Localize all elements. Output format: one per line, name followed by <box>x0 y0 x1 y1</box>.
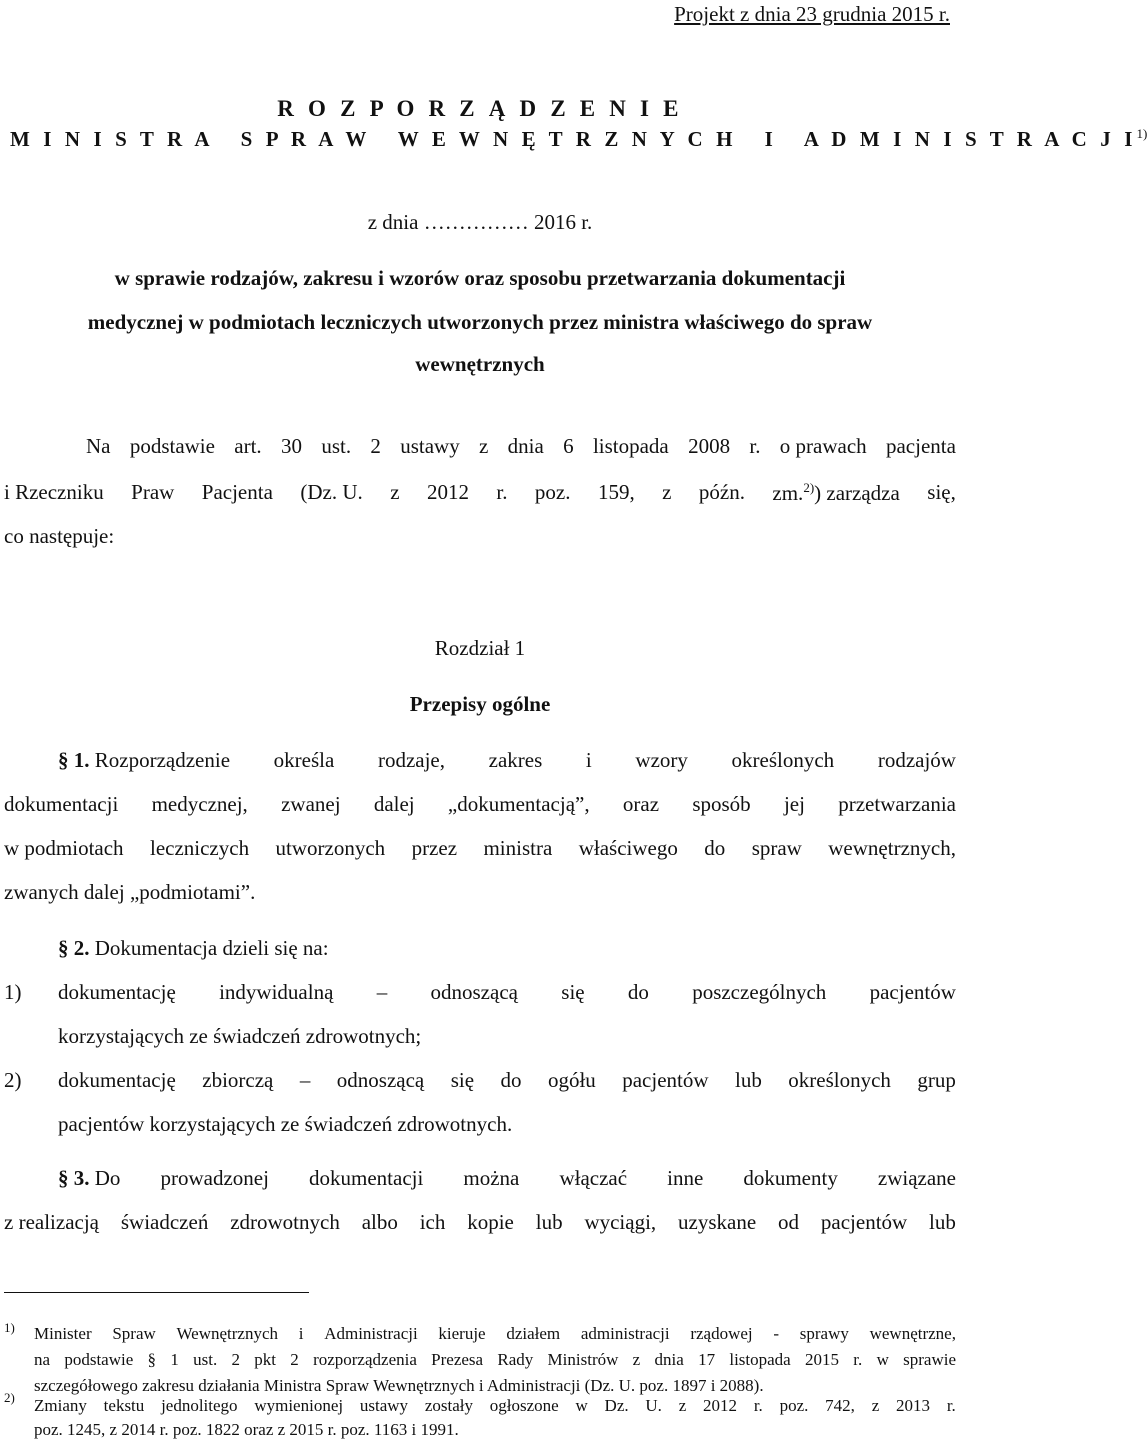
par2-intro: § 2. Dokumentacja dzieli się na: <box>58 936 329 960</box>
chapter-label: Rozdział 1 <box>434 636 526 660</box>
footnote-marker-2[interactable]: 2) <box>803 480 815 495</box>
par1-line-2: dokumentacji medycznej, zwanej dalej „dokumentacją”, oraz sposób jej przetwarzania <box>4 792 956 816</box>
issuing-authority-heading <box>10 126 1147 152</box>
footnote-2-line-2: poz. 1245, z 2014 r. poz. 1822 oraz z 2015 r. poz. 1163 i 1991. <box>34 1420 459 1439</box>
par1-line-3: w podmiotach leczniczych utworzonych przez ministra właściwego do spraw wewnętrznych, <box>4 836 956 860</box>
preamble-line-1: Na podstawie art. 30 ust. 2 ustawy z dnia 6 listopada 2008 r. o prawach pacjenta <box>86 434 956 458</box>
footnote-2-number: 2) <box>4 1390 15 1405</box>
project-date: Projekt z dnia 23 grudnia 2015 r. <box>674 2 950 26</box>
par2-number: § 2. <box>58 936 90 960</box>
par1-number: § 1. <box>58 748 90 772</box>
par3-line-1: § 3. Do prowadzonej dokumentacji można włączać inne dokumenty związane <box>58 1166 956 1190</box>
subject-line-2: medycznej w podmiotach leczniczych utworzonych przez ministra właściwego do spraw <box>87 310 873 334</box>
subject-line-3: wewnętrznych <box>415 352 545 376</box>
par2-item-1-line-1: dokumentację indywidualną – odnoszącą się do poszczególnych pacjentów <box>58 980 956 1004</box>
preamble-line-3: co następuje: <box>4 524 115 548</box>
footnote-1-number: 1) <box>4 1320 15 1335</box>
par1-line-4: zwanych dalej „podmiotami”. <box>4 880 256 904</box>
document-type-heading: R O Z P O R Z Ą D Z E N I E <box>277 96 683 121</box>
par2-item-1-line-2: korzystających ze świadczeń zdrowotnych; <box>58 1024 422 1048</box>
par3-line-2: z realizacją świadczeń zdrowotnych albo ich kopie lub wyciągi, uzyskane od pacjentów lub <box>4 1210 956 1234</box>
par2-item-2-line-2: pacjentów korzystających ze świadczeń zdrowotnych. <box>58 1112 513 1136</box>
footnote-2-line-1: Zmiany tekstu jednolitego wymienionej ustawy zostały ogłoszone w Dz. U. z 2012 r. poz. 742, z 2013 r. <box>34 1396 956 1415</box>
footnote-separator <box>4 1292 309 1293</box>
issue-date-line: z dnia …………… 2016 r. <box>367 210 593 234</box>
preamble-line-2: i Rzeczniku Praw Pacjenta (Dz. U. z 2012 r. poz. 159, z późn. zm.$^{2)}$) zarządza się, <box>4 480 956 505</box>
par3-number: § 3. <box>58 1166 90 1190</box>
footnote-1-line-3: szczegółowego zakresu działania Ministra Spraw Wewnętrznych i Administracji (Dz. U. poz. 1897 i 2088). <box>34 1376 764 1395</box>
authority-text: M I N I S T R A S P R A W W E W N Ę T R Z N Y C H I A D M I N I S T R A C J I <box>10 127 1137 151</box>
par2-item-1-label: 1) <box>4 980 22 1004</box>
par1-line-1: § 1. Rozporządzenie określa rodzaje, zakres i wzory określonych rodzajów <box>58 748 956 772</box>
footnote-1-line-1: Minister Spraw Wewnętrznych i Administracji kieruje działem administracji rządowej - sprawy wewnętrzne, <box>34 1324 956 1343</box>
par2-item-2-label: 2) <box>4 1068 22 1092</box>
authority-footnote-marker[interactable]: 1) <box>1136 126 1147 141</box>
subject-line-1: w sprawie rodzajów, zakresu i wzorów oraz sposobu przetwarzania dokumentacji <box>114 266 846 290</box>
par2-item-2-line-1: dokumentację zbiorczą – odnoszącą się do ogółu pacjentów lub określonych grup <box>58 1068 956 1092</box>
chapter-title: Przepisy ogólne <box>409 692 551 716</box>
footnote-1-line-2: na podstawie § 1 ust. 2 pkt 2 rozporządzenia Prezesa Rady Ministrów z dnia 17 listopada 2015 r. w sprawie <box>34 1350 956 1369</box>
